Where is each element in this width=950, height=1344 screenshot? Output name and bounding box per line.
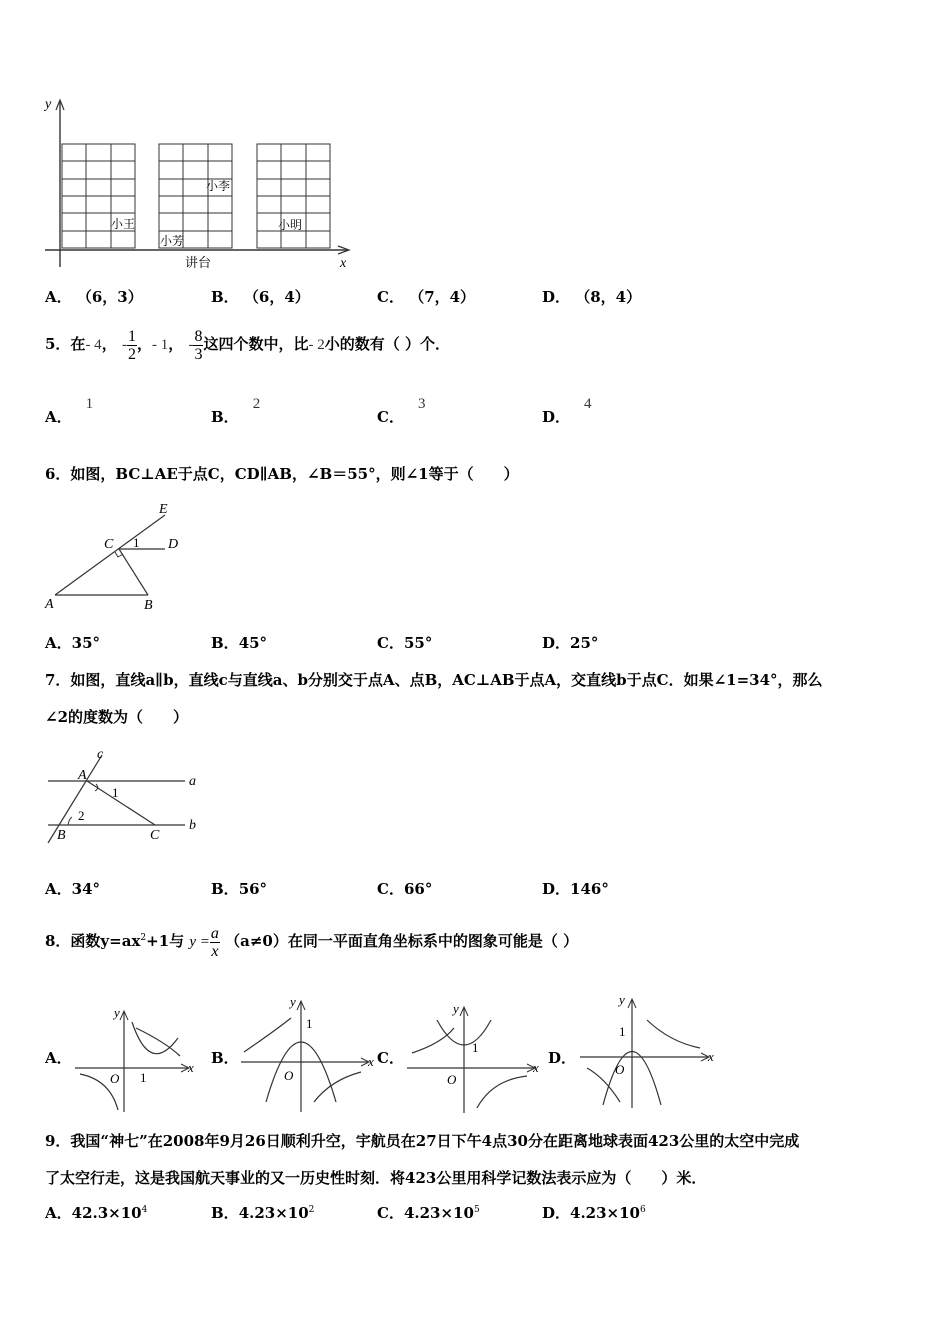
q7-label-angle2: 2 [78, 808, 85, 823]
q7-option-c[interactable]: C．66° [377, 880, 433, 898]
q7-stem-line2: ∠2的度数为（ ） [45, 708, 189, 726]
q9-option-b[interactable]: B．$4.23\times 10^2$ [211, 1204, 315, 1222]
q4-seating-figure [40, 92, 360, 277]
q8-stem: 8．函数$y=ax^2+1$与 y = $\frac{a}{x}$ （a≠0）在同一平面直角坐标系中的图象可能是（ ） [45, 924, 579, 960]
q7-parallel-lines-figure [40, 745, 210, 850]
q4-x-axis-label: x [340, 256, 347, 271]
q4-option-a[interactable]: A． （6，3） [45, 288, 143, 306]
svg-text:x: x [533, 1060, 539, 1075]
q6-label-a: A [45, 597, 54, 612]
q8-option-c[interactable]: C． [377, 1049, 404, 1067]
svg-text:x: x [368, 1054, 374, 1069]
svg-text:O: O [615, 1062, 625, 1077]
q4-option-c[interactable]: C． （7，4） [377, 288, 476, 306]
q7-label-a-point: A [78, 768, 87, 783]
q7-label-b-point: B [57, 828, 66, 843]
svg-text:x: x [188, 1060, 194, 1075]
svg-text:1: 1 [619, 1024, 626, 1039]
q8-graph-c[interactable] [402, 998, 547, 1116]
label-xiaofang: 小芳 [160, 234, 185, 248]
label-xiaowang: 小王 [111, 217, 136, 231]
q6-stem: 6．如图，BC⊥AE于点C，CD∥AB，∠B＝55°，则∠1等于（ ） [45, 465, 519, 483]
svg-text:1: 1 [140, 1070, 147, 1085]
label-xiaoming: 小明 [278, 218, 303, 232]
q4-option-b[interactable]: B． （6，4） [211, 288, 310, 306]
q5-option-c[interactable]: C．$^3$ [377, 396, 426, 426]
q8-graph-a[interactable] [70, 1000, 200, 1115]
seat-grid-middle [159, 144, 232, 248]
q8-option-d[interactable]: D． [548, 1049, 577, 1067]
q5-option-a[interactable]: A．$^1$ [45, 396, 94, 426]
svg-text:O: O [284, 1068, 294, 1083]
label-xiaoli: 小李 [206, 179, 231, 193]
q5-num-neg4: - 4 [85, 337, 102, 353]
q5-fraction-half: $\frac{1}{2}$ [127, 327, 136, 363]
svg-text:1: 1 [306, 1016, 313, 1031]
q7-label-c-line: c [97, 747, 104, 762]
q6-option-a[interactable]: A．35° [45, 634, 101, 652]
q9-stem-line1: 9．我国“神七”在2008年9月26日顺利升空，宇航员在27日下午4点30分在距离地球表面423公里的太空中完成 [45, 1132, 800, 1150]
q7-label-angle1: 1 [112, 785, 119, 800]
q7-label-b-line: b [189, 818, 196, 833]
q6-option-c[interactable]: C．55° [377, 634, 433, 652]
q7-option-d[interactable]: D．146° [542, 880, 609, 898]
q9-option-c[interactable]: C．$4.23\times 10^5$ [377, 1204, 480, 1222]
q6-triangle-figure [40, 495, 200, 620]
q6-label-1: 1 [133, 535, 140, 550]
q5-option-b[interactable]: B．$^2$ [211, 396, 261, 426]
q5-fraction-eight-thirds: $\frac{8}{3}$ [194, 327, 203, 363]
q9-option-d[interactable]: D．$4.23\times 10^6$ [542, 1204, 646, 1222]
q7-label-a-line: a [189, 774, 196, 789]
q7-stem-line1: 7．如图，直线a∥b，直线c与直线a、b分别交于点A、点B，AC⊥AB于点A，交直线b于点C．如果∠1=34°，那么 [45, 671, 823, 689]
seat-grid-right [257, 144, 330, 248]
svg-text:x: x [708, 1049, 714, 1064]
q8-graph-b[interactable] [236, 990, 381, 1115]
q8-option-a[interactable]: A． [45, 1049, 72, 1067]
q7-option-b[interactable]: B．56° [211, 880, 268, 898]
q8-fraction-a-over-x: $\frac{a}{x}$ [210, 924, 219, 960]
svg-text:1: 1 [472, 1040, 479, 1055]
q4-y-axis-label: y [45, 97, 52, 112]
q8-option-b[interactable]: B． [211, 1049, 239, 1067]
q7-option-a[interactable]: A．34° [45, 880, 101, 898]
svg-text:O: O [110, 1071, 120, 1086]
svg-text:y: y [453, 1001, 459, 1016]
q6-label-b: B [144, 598, 153, 613]
q9-stem-line2: 了太空行走，这是我国航天事业的又一历史性时刻．将423公里用科学记数法表示应为（ ）米． [45, 1169, 707, 1187]
q4-option-d[interactable]: D． （8，4） [542, 288, 642, 306]
q8-graph-d[interactable] [575, 990, 720, 1110]
q5-stem: 5．在- 4， - $\frac{1}{2}$ ，- 1， - $\frac{8}{3}$ 这四个数中，比- 2小的数有（ ）个． [45, 327, 450, 363]
svg-text:y: y [619, 992, 625, 1007]
q9-option-a[interactable]: A．$42.3\times 10^4$ [45, 1204, 148, 1222]
q6-label-c: C [104, 537, 114, 552]
q6-option-d[interactable]: D．25° [542, 634, 599, 652]
q6-label-e: E [159, 502, 168, 517]
label-podium: 讲台 [185, 255, 212, 270]
q6-option-b[interactable]: B．45° [211, 634, 268, 652]
svg-text:y: y [114, 1005, 120, 1020]
q6-label-d: D [168, 537, 179, 552]
q7-label-c-point: C [150, 828, 160, 843]
svg-text:y: y [290, 994, 296, 1009]
q5-option-d[interactable]: D．$^4$ [542, 396, 592, 426]
seat-grid-left [62, 144, 135, 248]
svg-text:O: O [447, 1072, 457, 1087]
